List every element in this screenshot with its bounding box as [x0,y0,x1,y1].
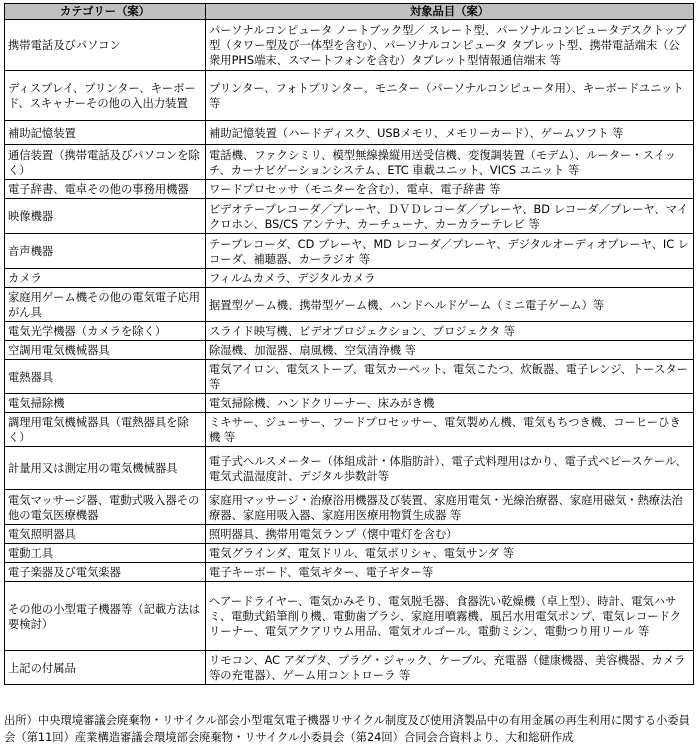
category-cell: 補助記憶装置 [5,121,206,145]
category-cell: 電気光学機器（カメラを除く） [5,322,206,341]
category-cell: 上記の付属品 [5,651,206,685]
category-cell: 電気マッサージ器、電動式吸入器その他の電気医療機器 [5,490,206,525]
table-row [5,71,694,121]
category-cell: 映像機器 [5,199,206,234]
category-cell: その他の小型電子機器等（記載方法は要検討） [5,582,206,651]
items-cell: 家庭用マッサージ・治療浴用機器及び装置、家庭用電気・光線治療器、家庭用磁気・熱療法治療器、家庭用吸入器、家庭用医療用物質生成器 等 [206,490,694,525]
table-header [5,4,694,20]
category-cell: 電気掃除機 [5,394,206,413]
items-cell: 除湿機、加湿器、扇風機、空気清浄機 等 [206,341,694,360]
category-cell: 調理用電気機械器具（電熱器具を除く） [5,413,206,447]
category-cell: 通信装置（携帯電話及びパソコンを除く） [5,145,206,180]
table-row [5,322,694,341]
table-row [5,490,694,525]
items-cell: プリンター、フォトプリンター、モニター（パーソナルコンピュータ用）、キーボードユニット 等 [206,71,694,121]
items-cell: 電気アイロン、電気ストーブ、電気カーペット、電気こたつ、炊飯器、電子レンジ、トースター 等 [206,360,694,394]
category-cell: 電気照明器具 [5,525,206,544]
table-row [5,582,694,651]
category-cell: 音声機器 [5,234,206,269]
items-cell: ヘアードライヤー、電気かみそり、電気脱毛器、食器洗い乾燥機（卓上型）、時計、電気ハサミ、電動式鉛筆削り機、電動歯ブラシ、家庭用噴霧機、風呂水用電気ポンプ、電気レコードクリーナー、電気アクアリウム用品、電気オルゴール、電動ミシン、電動つり用リール 等 [206,582,694,651]
items-cell: 電気掃除機、ハンドクリーナー、床みがき機 [206,394,694,413]
table-row [5,394,694,413]
table-body [5,20,694,685]
category-column-header: カテゴリー（案） [5,4,206,20]
category-cell: 電子楽器及び電気楽器 [5,563,206,582]
table-row [5,199,694,234]
items-cell: 補助記憶装置（ハードディスク、USBメモリ、メモリーカード）、ゲームソフト 等 [206,121,694,145]
items-column-header: 対象品目（案） [206,4,694,20]
items-cell: ビデオテープレコーダ／プレーヤ、ＤＶＤレコーダ／プレーヤ、BD レコーダ／プレーヤ、マイクロホン、BS/CS アンテナ、カーチューナ、カーカラーテレビ 等 [206,199,694,234]
table-row [5,288,694,322]
target-items-table [4,3,694,685]
items-cell: 照明器具、携帯用電気ランプ（懐中電灯を含む） [206,525,694,544]
category-cell: 携帯電話及びパソコン [5,20,206,71]
items-cell: 電話機、ファクシミリ、模型無線操縦用送受信機、変復調装置（モデム）、ルーター・スイッチ、カーナビゲーションシステム、ETC 車載ユニット、VICS ユニット 等 [206,145,694,180]
table-row [5,121,694,145]
table-row [5,269,694,288]
items-cell: ワードプロセッサ（モニターを含む）、電卓、電子辞書 等 [206,180,694,199]
items-cell: フィルムカメラ、デジタルカメラ [206,269,694,288]
table-row [5,341,694,360]
items-cell: パーソナルコンピュータ ノートブック型／ スレート型、パーソナルコンピュータデスクトップ型（タワー型及び一体型を含む）、パーソナルコンピュータ タブレット型、携帯電話端末（公衆用PHS端末、スマートフォンを含む）タブレット型情報通信端末 等 [206,20,694,71]
items-cell: スライド映写機、ビデオプロジェクション、プロジェクタ 等 [206,322,694,341]
items-cell: リモコン、AC アダプタ、プラグ・ジャック、ケーブル、充電器（健康機器、美容機器、カメラ等の充電器）、ゲーム用コントローラ 等 [206,651,694,685]
items-cell: ミキサー、ジューサー、フードプロセッサー、電気製めん機、電気もちつき機、コーヒーひき機 等 [206,413,694,447]
category-cell: ディスプレイ、プリンター、キーボード、スキャナーその他の入出力装置 [5,71,206,121]
category-cell: 電動工具 [5,544,206,563]
header-row [5,4,694,20]
table-row [5,180,694,199]
category-cell: 空調用電気機械器具 [5,341,206,360]
table-row [5,651,694,685]
items-cell: 電気グラインダ、電気ドリル、電気ポリシャ、電気サンダ 等 [206,544,694,563]
source-note: 出所）中央環境審議会廃棄物・リサイクル部会小型電気電子機器リサイクル制度及び使用済製品中の有用金属の再生利用に関する小委員会（第11回）産業構造審議会環境部会廃棄物・リサイクル小委員会（第24回）合同会合資料より、大和総研作成 [4,714,690,744]
category-cell: 電熱器具 [5,360,206,394]
items-cell: 据置型ゲーム機、携帯型ゲーム機、ハンドヘルドゲーム（ミニ電子ゲーム）等 [206,288,694,322]
table-row [5,234,694,269]
category-cell: 計量用又は測定用の電気機械器具 [5,447,206,490]
table-row [5,145,694,180]
table-row [5,525,694,544]
table-row [5,20,694,71]
table-row [5,563,694,582]
table-row [5,544,694,563]
table-row [5,413,694,447]
items-cell: 電子キーボード、電気ギター、電子ギター等 [206,563,694,582]
items-cell: 電子式ヘルスメーター（体組成計・体脂肪計）、電子式料理用はかり、電子式ベビースケール、電気式温湿度計、デジタル歩数計等 [206,447,694,490]
table-row [5,360,694,394]
items-cell: テープレコーダ、CD プレーヤ、MD レコーダ／プレーヤ、デジタルオーディオプレーヤ、IC レコーダ、補聴器、カーラジオ 等 [206,234,694,269]
category-cell: 電子辞書、電卓その他の事務用機器 [5,180,206,199]
table-row [5,447,694,490]
category-cell: カメラ [5,269,206,288]
category-cell: 家庭用ゲーム機その他の電気電子応用がん具 [5,288,206,322]
